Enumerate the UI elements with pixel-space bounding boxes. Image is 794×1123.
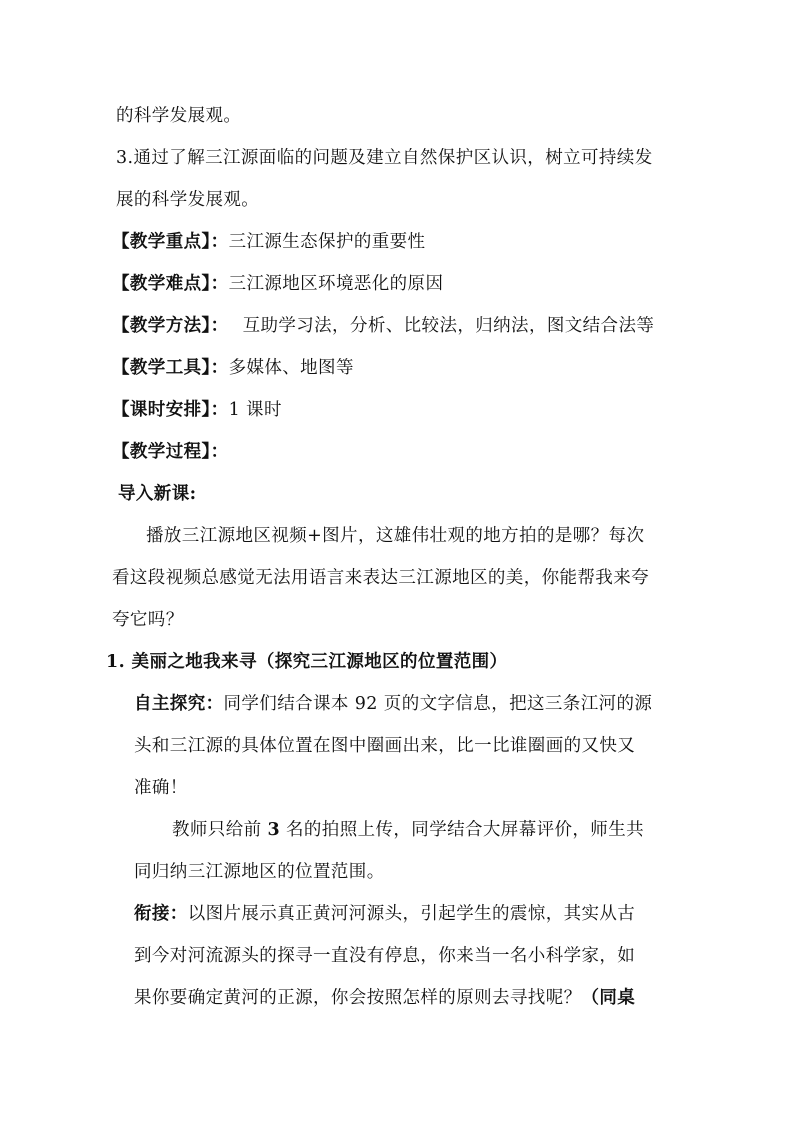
teacher-text-b: 名的拍照上传，同学结合大屏幕评价，师生共 [280,820,645,840]
intro-heading: 导入新课: [118,484,197,504]
section-1-heading: 1. 美丽之地我来寻（探究三江源地区的位置范围） [106,652,508,672]
teacher-text-a: 教师只给前 [172,820,268,840]
difficulty-label: 【教学难点】： [112,274,229,294]
process-label: 【教学过程】： [112,442,229,462]
transition-line: 到今对河流源头的探寻一直没有停息，你来当一名小科学家，如 [134,946,636,966]
transition-text: 以图片展示真正黄河河源头，引起学生的震惊，其实从古 [187,904,636,924]
method-text: 互助学习法，分析、比较法，归纳法，图文结合法等 [242,316,655,336]
intro-paragraph-line: 播放三江源地区视频+图片，这雄伟壮观的地方拍的是哪？每次 [146,526,645,546]
explore-label: 自主探究： [134,694,224,714]
explore-text: 同学们结合课本 92 页的文字信息，把这三条江河的源 [223,694,653,714]
explore-line: 头和三江源的具体位置在图中圈画出来，比一比谁圈画的又快又 [134,736,636,756]
schedule-row [112,398,282,422]
teacher-line: 同归纳三江源地区的位置范围。 [134,862,385,882]
intro-paragraph-line: 看这段视频总感觉无法用语言来表达三江源地区的美，你能帮我来夸 [112,568,649,588]
key-point-row [112,230,425,254]
difficulty-row [112,272,443,296]
text-line: 3.通过了解三江源面临的问题及建立自然保护区认识，树立可持续发 [116,148,653,168]
method-label: 【教学方法】： [112,316,229,336]
tools-row [112,356,354,380]
tools-text: 多媒体、地图等 [228,358,354,378]
teacher-number: 3 [267,820,281,840]
intro-paragraph-line: 夸它吗？ [112,610,184,630]
transition-row-last [134,986,635,1010]
transition-text: 果你要确定黄河的正源，你会按照怎样的原则去寻找呢？ [134,988,582,1008]
method-row [112,314,654,338]
text-line: 的科学发展观。 [116,106,242,126]
schedule-text: 1 课时 [228,400,282,420]
transition-label: 衔接： [134,904,188,924]
key-point-label: 【教学重点】： [112,232,229,252]
tools-label: 【教学工具】： [112,358,229,378]
explore-line: 准确！ [134,778,188,798]
key-point-text: 三江源生态保护的重要性 [228,232,426,252]
transition-row [134,902,635,926]
difficulty-text: 三江源地区环境恶化的原因 [228,274,444,294]
schedule-label: 【课时安排】： [112,400,229,420]
transition-bold-tail: （同桌 [581,988,636,1008]
explore-row [134,692,652,716]
teacher-row [172,818,644,842]
text-line: 展的科学发展观。 [116,190,260,210]
